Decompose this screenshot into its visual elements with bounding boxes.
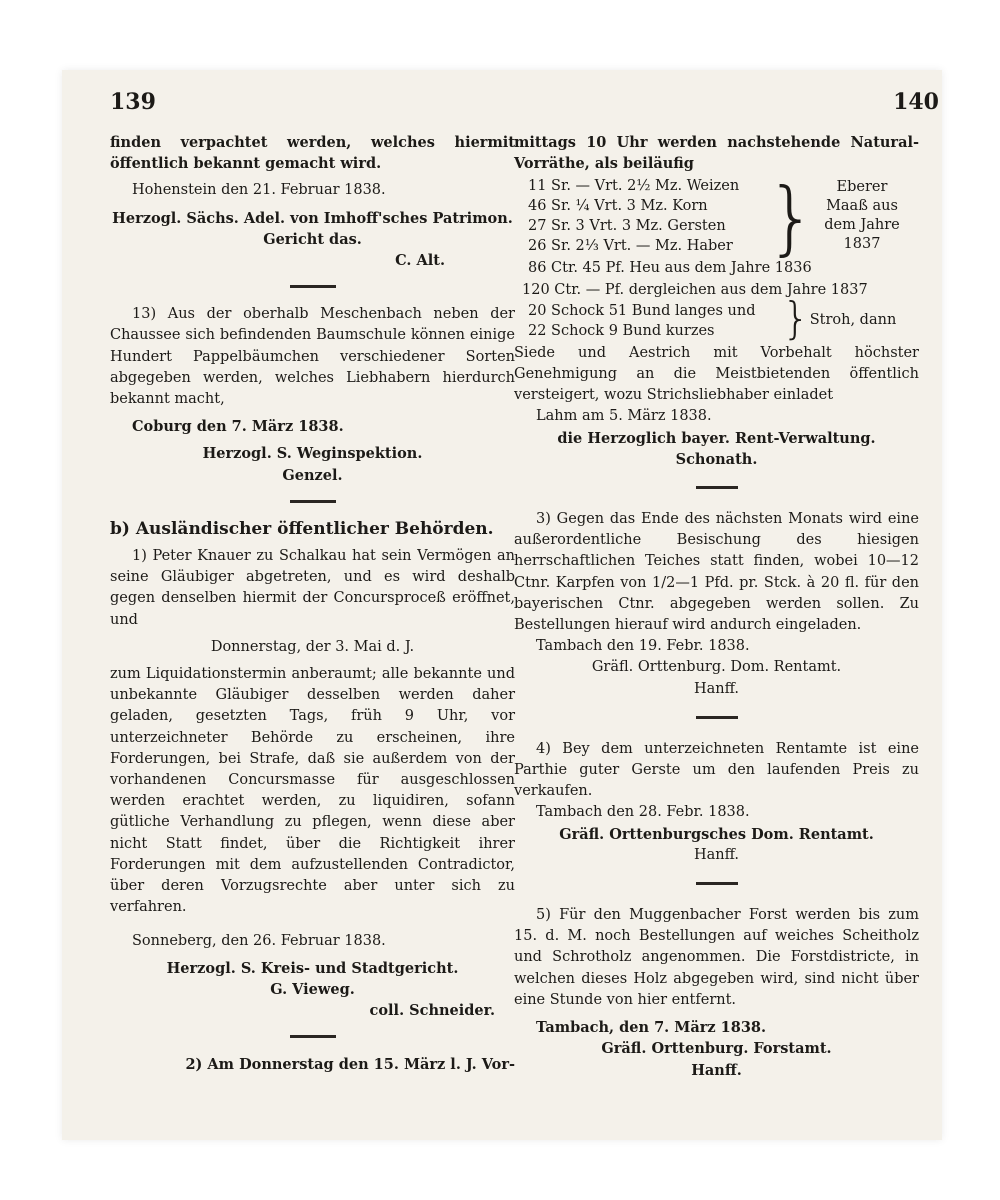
inventory-row: 26 Sr. 2⅓ Vrt. — Mz. Haber bbox=[528, 238, 733, 255]
catchline: 2) Am Donnerstag den 15. März l. J. Vor- bbox=[185, 1056, 515, 1074]
separator-rule bbox=[290, 285, 336, 288]
inventory-straw bbox=[528, 292, 919, 344]
notice-b1-coll: coll. Schneider. bbox=[369, 1002, 495, 1020]
brace-grain: } bbox=[766, 171, 817, 265]
notice-13-authority: Herzogl. S. Weginspektion. bbox=[202, 445, 423, 463]
notice-3-authority: Gräfl. Orttenburg. Dom. Rentamt. bbox=[591, 659, 842, 676]
notice-5-place-date: Tambach, den 7. März 1838. bbox=[536, 1019, 767, 1037]
notice-3: 3) Gegen das Ende des nächsten Monats wird eine außerordentliche Besischung des hiesigen herrschaftlichen Teiches statt finden, wobei 10—12 Ctnr. Karpfen von 1/2—1 Pfd. pr. Stck. à 20 fl. für den bayerischen Ctnr. abgegeben werden sollen. Zu Bestellungen hierauf wird andurch eingeladen. bbox=[514, 511, 919, 634]
notice-authority: Herzogl. Sächs. Adel. von Imhoff'sches Patrimon. Gericht das. bbox=[112, 209, 513, 248]
notice-13: 13) Aus der oberhalb Meschenbach neben der Chaussee sich befindenden Baumschule können einige Hundert Pappelbäumchen verschiedener Sorten abgegeben werden, welches Liebhabern hierdurch bekannt macht, bbox=[110, 306, 515, 408]
notice-5: 5) Für den Muggenbacher Forst werden bis zum 15. d. M. noch Bestellungen auf weiches Scheitholz und Schrotholz angenommen. Die Forstdistricte, in welchen dieses Holz abgegeben wird, sind nicht über eine Stunde von hier entfernt. bbox=[514, 907, 919, 1008]
inventory-row: 20 Schock 51 Bund langes und bbox=[528, 302, 756, 319]
straw-note: Stroh, dann bbox=[809, 311, 897, 328]
notice-2-signer: Schonath. bbox=[675, 450, 758, 468]
notice-5-signer: Hanff. bbox=[691, 1061, 742, 1079]
notice-b1-date-line: Donnerstag, der 3. Mai d. J. bbox=[210, 638, 415, 655]
left-column bbox=[110, 70, 515, 1140]
notice-continuation: finden verpachtet werden, welches hiermit öffentlich bekannt gemacht wird. bbox=[110, 134, 515, 173]
separator-rule bbox=[290, 500, 336, 503]
notice-4: 4) Bey dem unterzeichneten Rentamte ist eine Parthie guter Gerste um den laufenden Preis zu verkaufen. bbox=[514, 740, 919, 800]
inventory-note: Eberer Maaß aus dem Jahre 1837 bbox=[824, 179, 900, 253]
notice-4-signer: Hanff. bbox=[693, 846, 740, 863]
right-column bbox=[514, 70, 939, 1140]
inventory-hay-1: 86 Ctr. 45 Pf. Heu aus dem Jahre 1836 bbox=[528, 260, 812, 277]
notice-b1-authority: Herzogl. S. Kreis- und Stadtgericht. bbox=[166, 959, 459, 977]
notice-b1-continuation: zum Liquidationstermin anberaumt; alle bekannte und unbekannte Gläubiger desselben werden daher geladen, gesetzten Tags, früh 9 Uhr, vor unterzeichneter Behörde zu erscheinen, ihre Forderungen, bei Strafe, daß sie außerdem von der vorhandenen Concursmasse für ausgeschlossen werden erachtet werden, zu liquidiren, sofann gütliche Verhandlung zu pflegen, wenn diese aber nicht Statt findet, über die Richtigkeit ihrer Forderungen mit dem aufzustellenden Contradictor, über deren Vorzugsrechte aber unter sich zu verfahren. bbox=[110, 666, 515, 916]
inventory-row: 11 Sr. — Vrt. 2½ Mz. Weizen bbox=[528, 178, 740, 195]
notice-13-signer: Genzel. bbox=[282, 466, 343, 484]
notice-b1-place-date: Sonneberg, den 26. Februar 1838. bbox=[132, 932, 386, 949]
separator-rule bbox=[696, 486, 738, 489]
notice-2-intro: mittags 10 Uhr werden nachstehende Natural-Vorräthe, als beiläufig bbox=[514, 134, 919, 173]
inventory-row: 46 Sr. ¼ Vrt. 3 Mz. Korn bbox=[528, 198, 708, 215]
inventory-row: 27 Sr. 3 Vrt. 3 Mz. Gersten bbox=[528, 218, 726, 235]
brace-straw: } bbox=[782, 292, 810, 344]
notice-2-continuation: Siede und Aestrich mit Vorbehalt höchster Genehmigung an die Meistbietenden öffentlich versteigert, wozu Strichsliebhaber einladet bbox=[514, 344, 919, 404]
right-body bbox=[514, 132, 919, 1081]
section-heading: b) Ausländischer öffentlicher Behörden. bbox=[110, 518, 494, 539]
notice-3-place-date: Tambach den 19. Febr. 1838. bbox=[536, 638, 750, 655]
notice-4-authority: Gräfl. Orttenburgsches Dom. Rentamt. bbox=[559, 825, 874, 843]
inventory-grain bbox=[528, 171, 919, 265]
notice-13-place-date: Coburg den 7. März 1838. bbox=[132, 418, 344, 436]
scanned-page bbox=[62, 70, 942, 1140]
notice-2-authority: die Herzoglich bayer. Rent-Verwaltung. bbox=[557, 429, 876, 447]
separator-rule bbox=[290, 1035, 336, 1038]
inventory-row: 22 Schock 9 Bund kurzes bbox=[528, 322, 715, 339]
notice-3-signer: Hanff. bbox=[693, 680, 740, 697]
page-number-left: 139 bbox=[110, 89, 156, 115]
page-number-right: 140 bbox=[893, 89, 939, 115]
notice-b1-signer: G. Vieweg. bbox=[270, 980, 355, 998]
notice-signer: C. Alt. bbox=[395, 252, 445, 270]
notice-4-place-date: Tambach den 28. Febr. 1838. bbox=[536, 804, 750, 821]
separator-rule bbox=[696, 716, 738, 719]
notice-2-place-date: Lahm am 5. März 1838. bbox=[536, 408, 712, 425]
notice-place-date: Hohenstein den 21. Februar 1838. bbox=[132, 182, 386, 199]
separator-rule bbox=[696, 882, 738, 885]
inventory-hay-2: 120 Ctr. — Pf. dergleichen aus dem Jahre 1837 bbox=[522, 281, 868, 298]
notice-b1: 1) Peter Knauer zu Schalkau hat sein Vermögen an seine Gläubiger abgetreten, und es wird deshalb gegen denselben hiermit der Concursproceß eröffnet, und bbox=[110, 548, 515, 628]
notice-5-authority: Gräfl. Orttenburg. Forstamt. bbox=[601, 1040, 832, 1058]
left-body bbox=[110, 132, 515, 1076]
